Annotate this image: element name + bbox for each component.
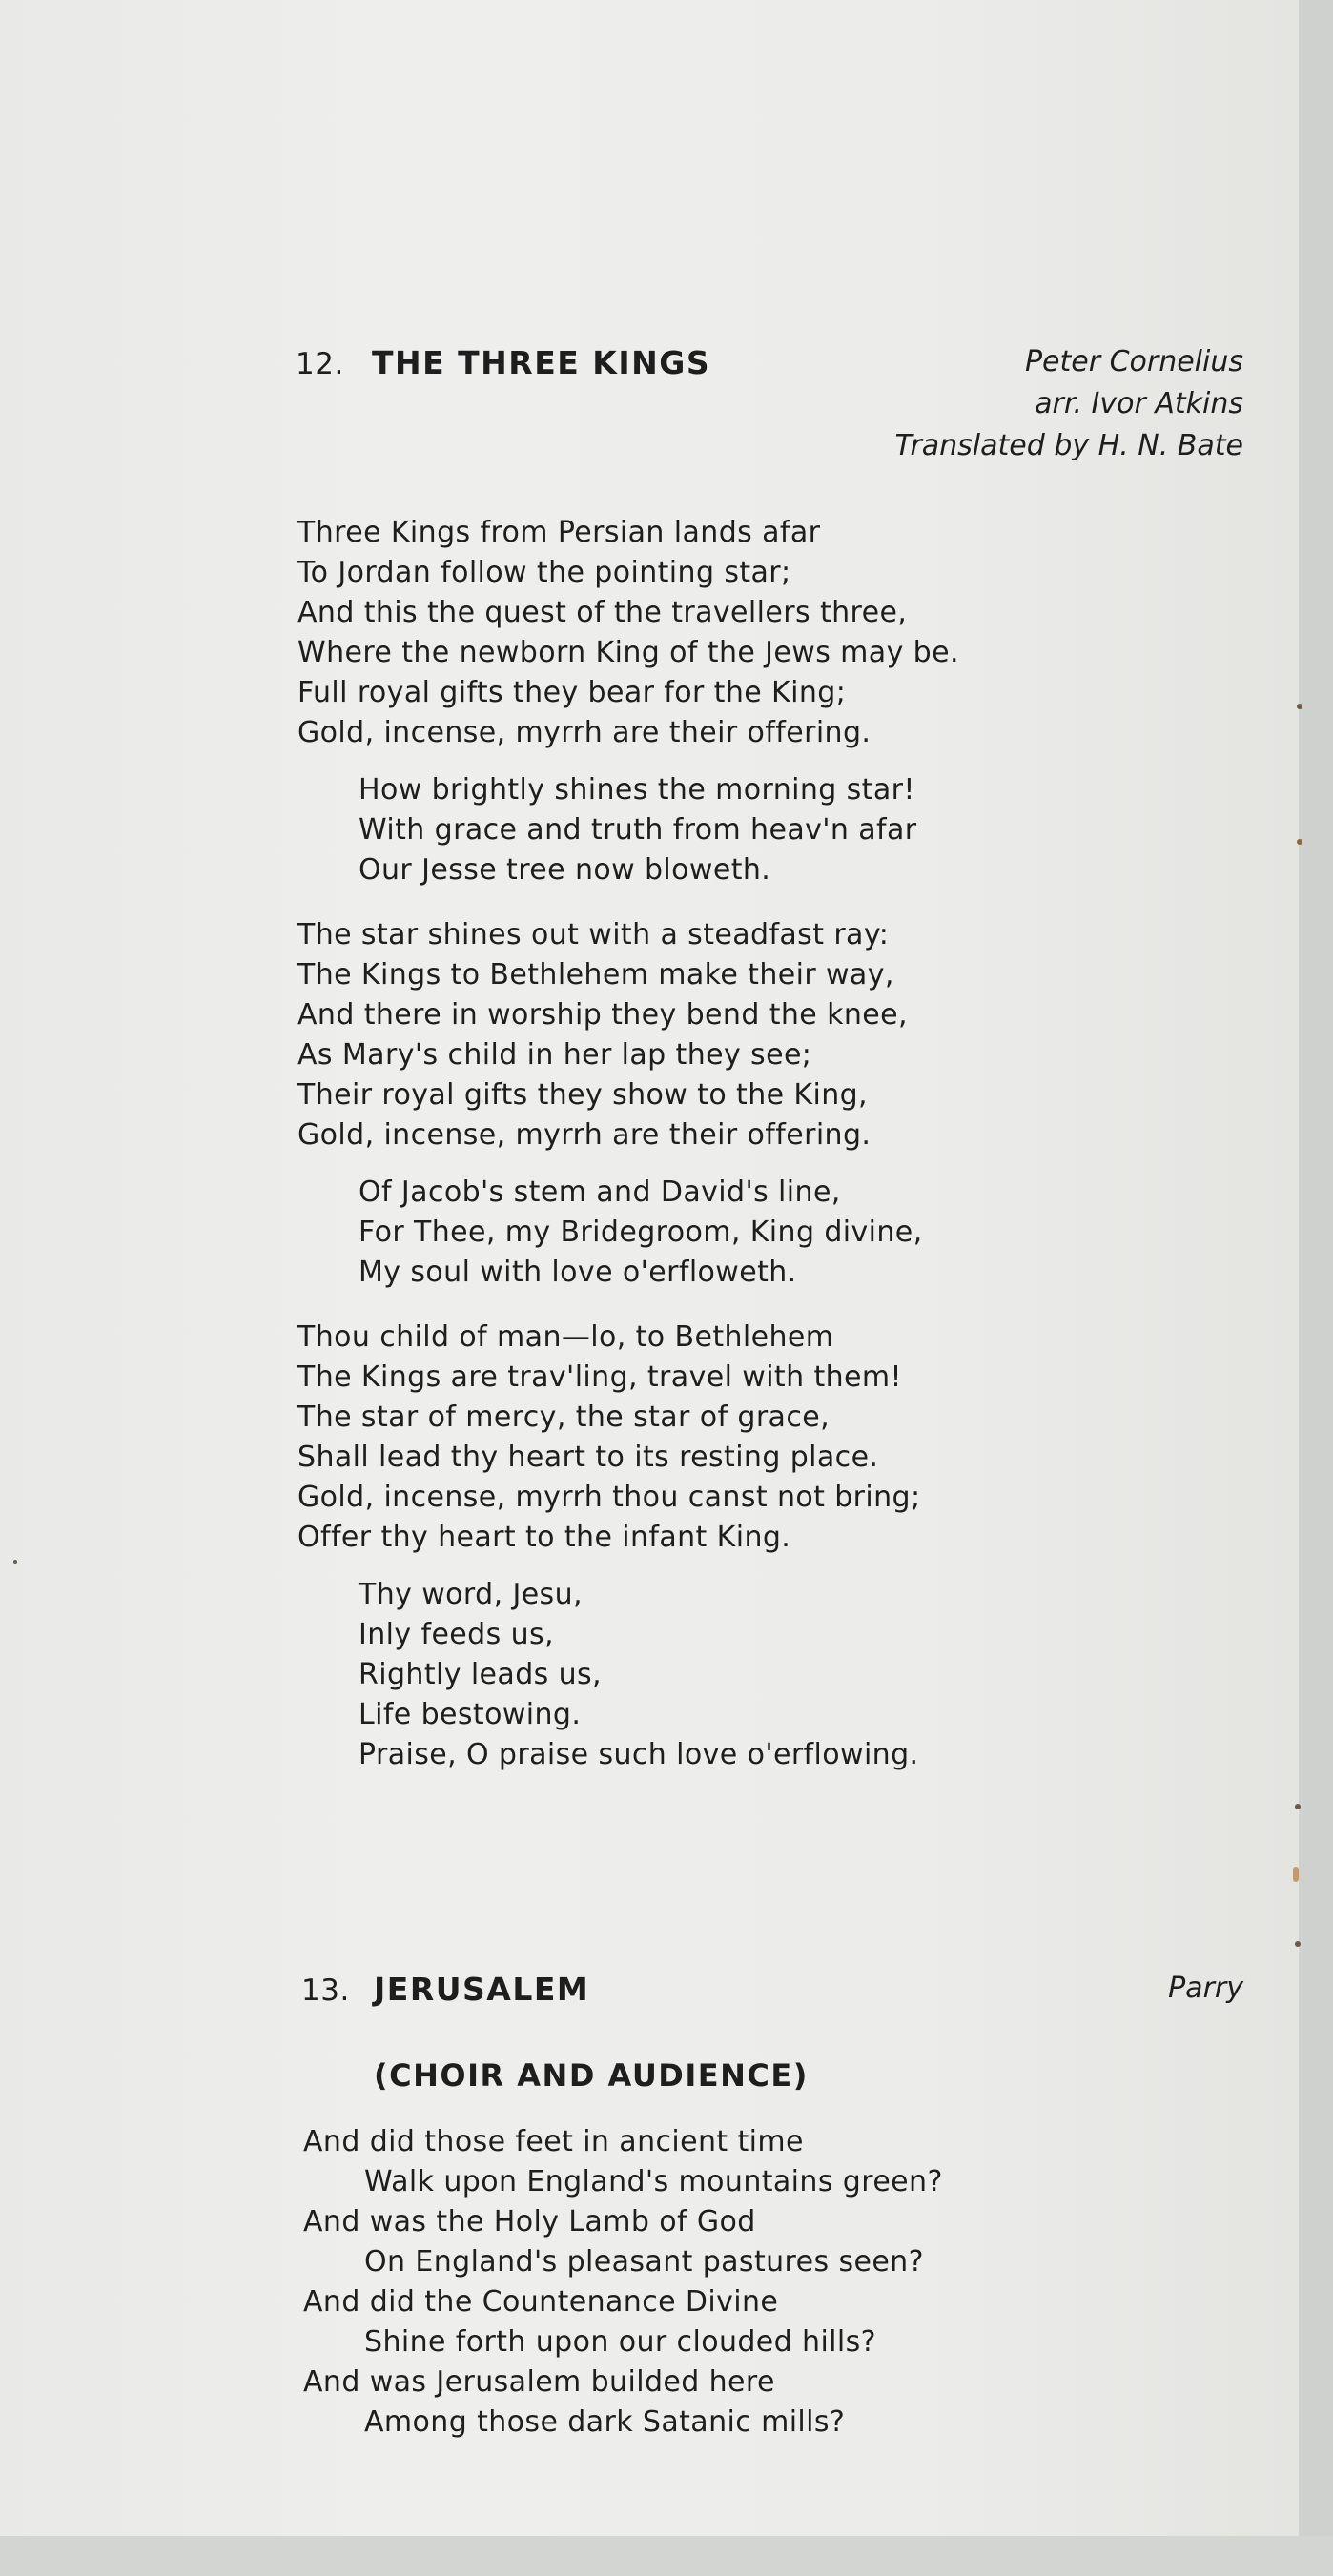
refrain-3 [297, 1575, 918, 1775]
paper-speck [1297, 839, 1302, 845]
item-credits [1168, 1968, 1243, 2010]
verse-line: For Thee, my Bridegroom, King divine, [359, 1216, 923, 1249]
page-edge [1299, 0, 1333, 2576]
refrain-2 [297, 1173, 923, 1293]
verse-line: And did those feet in ancient time [303, 2125, 804, 2158]
verse-line: Rightly leads us, [359, 1658, 602, 1691]
item-number: 13. [301, 1973, 350, 2008]
paper-speck [1295, 1941, 1301, 1947]
jerusalem-verse [303, 2122, 943, 2443]
verse-line: To Jordan follow the pointing star; [297, 556, 791, 589]
verse-line: Gold, incense, myrrh are their offering. [297, 716, 872, 749]
translator: Translated by H. N. Bate [894, 429, 1243, 462]
verse-line: Offer thy heart to the infant King. [297, 1521, 791, 1554]
verse-line: Among those dark Satanic mills? [364, 2405, 846, 2439]
verse-line: Our Jesse tree now bloweth. [359, 853, 771, 887]
verse-line: As Mary's child in her lap they see; [297, 1038, 812, 1072]
item-credits [894, 341, 1243, 467]
verse-line: The Kings to Bethlehem make their way, [297, 958, 894, 992]
composer: Peter Cornelius [1024, 345, 1243, 378]
item-title: THE THREE KINGS [372, 344, 711, 381]
composer: Parry [1168, 1972, 1243, 2005]
verse-line: Praise, O praise such love o'erflowing. [359, 1738, 919, 1771]
verse-line: On England's pleasant pastures seen? [364, 2245, 924, 2279]
verse-line: Walk upon England's mountains green? [364, 2165, 943, 2198]
verse-line: Gold, incense, myrrh thou canst not bring; [297, 1481, 921, 1514]
verse-line: Shall lead thy heart to its resting place. [297, 1441, 879, 1474]
verse-line: Thou child of man—lo, to Bethlehem [297, 1320, 834, 1354]
stanza-2 [297, 915, 908, 1155]
verse-line: Shine forth upon our clouded hills? [364, 2325, 877, 2359]
refrain-1 [297, 770, 917, 890]
item-subtitle: (CHOIR AND AUDIENCE) [374, 2057, 809, 2094]
verse-line: The star shines out with a steadfast ray: [297, 918, 890, 951]
paper-speck [13, 1560, 17, 1564]
verse-line: The Kings are trav'ling, travel with them! [297, 1360, 902, 1394]
verse-line: Gold, incense, myrrh are their offering. [297, 1118, 872, 1152]
verse-line: With grace and truth from heav'n afar [359, 813, 917, 847]
verse-line: And did the Countenance Divine [303, 2285, 779, 2319]
item-number: 12. [296, 347, 344, 381]
verse-line: Their royal gifts they show to the King, [297, 1078, 868, 1112]
verse-line: Of Jacob's stem and David's line, [359, 1176, 841, 1209]
verse-line: My soul with love o'erfloweth. [359, 1256, 797, 1289]
verse-line: Life bestowing. [359, 1698, 582, 1731]
verse-line: The star of mercy, the star of grace, [297, 1400, 831, 1434]
stanza-3 [297, 1318, 921, 1558]
verse-line: Inly feeds us, [359, 1618, 554, 1651]
verse-line: Three Kings from Persian lands afar [297, 516, 821, 549]
stanza-1 [297, 513, 959, 753]
verse-line: Thy word, Jesu, [359, 1578, 583, 1611]
paper-speck [1297, 704, 1302, 709]
verse-line: And was Jerusalem builded here [303, 2365, 775, 2399]
page-bottom-edge [0, 2536, 1333, 2576]
item-title: JERUSALEM [374, 1971, 590, 2008]
verse-line: And this the quest of the travellers three, [297, 596, 908, 629]
verse-line: And was the Holy Lamb of God [303, 2205, 756, 2239]
verse-line: Where the newborn King of the Jews may be. [297, 636, 959, 669]
paper-speck [1293, 1867, 1299, 1882]
verse-line: Full royal gifts they bear for the King; [297, 676, 847, 709]
verse-line: And there in worship they bend the knee, [297, 998, 908, 1032]
verse-line: How brightly shines the morning star! [359, 773, 915, 807]
arranger: arr. Ivor Atkins [1035, 387, 1243, 420]
paper-speck [1295, 1804, 1301, 1809]
